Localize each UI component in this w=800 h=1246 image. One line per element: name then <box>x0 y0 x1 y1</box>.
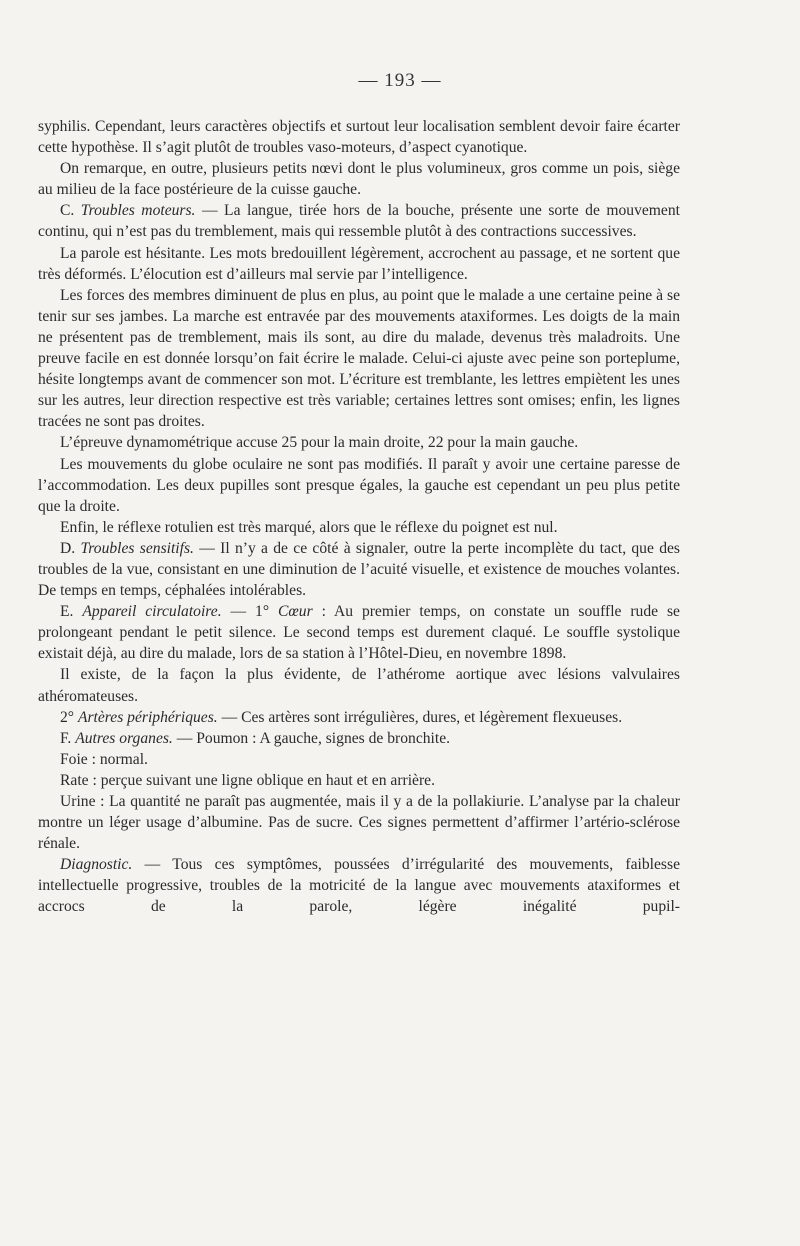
paragraph <box>38 707 680 728</box>
paragraph-text: Urine : La quantité ne paraît pas augmentée, mais il y a de la pollakiurie. L’analyse par la chaleur montre un léger usage d’albumine. Pas de sucre. Ces signes permettent d’affirmer l’artério-sclérose rénale. <box>38 793 680 853</box>
italic-heading-text: Cœur <box>278 603 313 621</box>
paragraph-text: — Tous ces symptômes, poussées d’irrégularité des mouvements, faiblesse intellectuelle progressive, troubles de la motricité de la langue avec mouvements ataxiformes et accrocs de la parole, légère inégalité pupil- <box>38 856 680 916</box>
paragraph-text: — Poumon : A gauche, signes de bronchite. <box>172 729 451 747</box>
paragraph-text: — Ces artères sont irrégulières, dures, et légèrement flexueuses. <box>217 708 623 726</box>
paragraph <box>38 854 680 917</box>
paragraph-text: La parole est hésitante. Les mots bredouillent légèrement, accrochent au passage, et ne sortent que très déformés. L’élocution est d’ailleurs mal servie par l’intelligence. <box>38 244 680 283</box>
paragraph-text: syphilis. Cependant, leurs caractères objectifs et surtout leur localisation semblent devoir faire écarter cette hypothèse. Il s’agit plutôt de troubles vaso-moteurs, d’aspect cyanotique. <box>38 118 680 157</box>
paragraph-text: E. <box>60 603 83 621</box>
paragraph <box>38 770 680 791</box>
paragraph <box>38 749 680 770</box>
paragraph <box>38 664 680 706</box>
paragraph-text: — 1° <box>221 603 278 621</box>
paragraph-text: L’épreuve dynamométrique accuse 25 pour la main droite, 22 pour la main gauche. <box>60 434 579 452</box>
paragraph-text: On remarque, en outre, plusieurs petits nœvi dont le plus volumineux, gros comme un pois, siège au milieu de la face postérieure de la cuisse gauche. <box>38 160 680 199</box>
paragraph-text: Enfin, le réflexe rotulien est très marqué, alors que le réflexe du poignet est nul. <box>60 518 558 536</box>
paragraph <box>38 158 680 200</box>
paragraph <box>38 454 680 517</box>
paragraph-text: C. <box>60 202 81 220</box>
paragraph-text: D. <box>60 539 81 557</box>
paragraph-text: Les forces des membres diminuent de plus en plus, au point que le malade a une certaine peine à se tenir sur ses jambes. La marche est entravée par des mouvements ataxiformes. Les doigts de la main ne présentent pas de tremblement, mais ils sont, au dire du malade, devenus très maladroits. Une preuve facile en est donnée lorsqu’on fait écrire le malade. Celui-ci ajuste avec peine son porteplume, hésite longtemps avant de commencer son mot. L’écriture est tremblante, les lettres empiètent les unes sur les autres, leur direction respective est très variable; certaines lettres sont omises; enfin, les lignes tracées ne sont pas droites. <box>38 286 680 431</box>
italic-heading-text: Troubles moteurs. <box>80 202 196 220</box>
paragraph-text: Foie : normal. <box>60 750 148 768</box>
paragraph <box>38 791 680 854</box>
paragraph-text: — Il n’y a de ce côté à signaler, outre la perte incomplète du tact, que des troubles de la vue, consistant en une diminution de l’acuité visuelle, et existence de mouches volantes. De temps en temps, céphalées intolérables. <box>38 539 680 600</box>
paragraph <box>38 728 680 749</box>
italic-heading-text: Artères périphériques. <box>77 708 218 726</box>
paragraph <box>38 116 680 158</box>
paragraph-text: — La langue, tirée hors de la bouche, présente une sorte de mouvement continu, qui n’est pas du tremblement, mais qui ressemble plutôt à des contractions successives. <box>38 202 680 241</box>
paragraph-text: : Au premier temps, on constate un souffle rude se prolongeant pendant le petit silence. Le second temps est durement claqué. Le souffle systolique existait déjà, au dire du malade, lors de sa station à l’Hôtel-Dieu, en novembre 1898. <box>38 603 680 663</box>
paragraph <box>38 243 680 285</box>
paragraph <box>38 517 680 538</box>
italic-heading-text: Appareil circulatoire. <box>82 603 222 621</box>
paragraph-text: Les mouvements du globe oculaire ne sont pas modifiés. Il paraît y avoir une certaine paresse de l’accommodation. Les deux pupilles sont presque égales, la gauche est cependant un peu plus petite que la droite. <box>38 455 680 515</box>
paragraph <box>38 200 680 242</box>
paragraph-text: 2° <box>60 708 78 726</box>
paragraph <box>38 285 680 433</box>
page-number: — 193 — <box>358 70 442 91</box>
paragraph <box>38 538 680 601</box>
paragraph <box>38 601 680 664</box>
paragraph-text: Il existe, de la façon la plus évidente, de l’athérome aortique avec lésions valvulaires athéromateuses. <box>38 666 680 705</box>
paragraph <box>38 432 680 453</box>
paragraph-text: F. <box>60 729 76 747</box>
italic-heading-text: Troubles sensitifs. <box>80 539 194 557</box>
paragraph-text: Rate : perçue suivant une ligne oblique en haut et en arrière. <box>60 771 435 789</box>
italic-heading-text: Diagnostic. <box>60 856 133 874</box>
italic-heading-text: Autres organes. <box>75 729 173 747</box>
body-text <box>38 116 680 918</box>
